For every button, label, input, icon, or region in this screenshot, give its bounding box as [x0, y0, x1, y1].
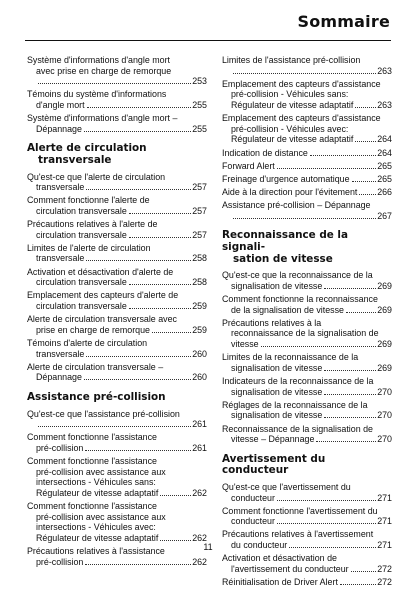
dot-leader — [340, 584, 376, 585]
toc-entry[interactable] — [222, 174, 392, 185]
dot-leader — [355, 107, 376, 108]
dot-leader — [86, 356, 191, 357]
toc-entry-title: de la signalisation de vitesse — [231, 304, 344, 315]
toc-entry-title: l'avertissement du conducteur — [231, 563, 349, 574]
toc-entry-title: Précautions relatives à la — [222, 317, 322, 328]
toc-entry-title: conducteur — [231, 492, 275, 503]
toc-entry-title: Qu'est-ce que l'alerte de circulation — [27, 171, 166, 182]
toc-page-number: 257 — [192, 182, 207, 193]
section-heading-line: Assistance pré-collision — [27, 390, 166, 403]
toc-page-number: 271 — [377, 516, 392, 527]
toc-entry-title: pré-collision avec assistance aux — [36, 466, 166, 477]
toc-page-number: 271 — [377, 492, 392, 503]
toc-page-number: 262 — [192, 556, 207, 567]
toc-entry-title: circulation transversale — [36, 301, 127, 312]
dot-leader — [129, 284, 191, 285]
toc-entry-title: Alerte de circulation transversale avec — [27, 314, 177, 325]
toc-entry[interactable] — [27, 55, 207, 87]
toc-page-number: 265 — [377, 173, 392, 184]
toc-page-number: 267 — [377, 210, 392, 221]
toc-page-number: 269 — [377, 362, 392, 373]
toc-page-number: 269 — [377, 304, 392, 315]
toc-page-number: 255 — [192, 99, 207, 110]
toc-entry-title: Régulateur de vitesse adaptatif — [231, 99, 354, 110]
toc-page-number: 269 — [377, 339, 392, 349]
toc-entry-title: Limites de l'assistance pré-collision — [222, 55, 361, 65]
toc-entry[interactable] — [27, 290, 207, 311]
toc-entry-title: Assistance pré-collision – Dépannage — [222, 200, 371, 211]
toc-entry-title: Alerte de circulation transversale – — [27, 361, 164, 372]
toc-entry[interactable] — [27, 172, 207, 193]
toc-entry-title: Activation et désactivation d'alerte de — [27, 266, 174, 277]
section-heading — [27, 392, 207, 404]
toc-entry[interactable] — [222, 352, 392, 373]
toc-entry-title: pré-collision - Véhicules sans: — [231, 89, 349, 100]
toc-page-number: 272 — [377, 577, 392, 588]
toc-entry[interactable] — [27, 314, 207, 335]
toc-entry-title: du conducteur — [231, 540, 288, 551]
toc-page-number: 258 — [192, 253, 207, 264]
toc-page-number: 259 — [192, 324, 207, 335]
toc-entry-title: Forward Alert — [222, 160, 275, 171]
toc-entry[interactable] — [222, 200, 392, 221]
dot-leader — [38, 426, 191, 427]
toc-entry-title: pré-collision - Véhicules avec: — [231, 123, 349, 134]
dot-leader — [85, 450, 191, 451]
toc-entry-title: prise en charge de remorque — [36, 324, 150, 335]
toc-entry[interactable] — [222, 400, 392, 421]
section-heading-line: sation de vitesse — [233, 252, 333, 265]
toc-entry-title: transversale — [36, 253, 85, 264]
toc-entry-title: circulation transversale — [36, 205, 127, 216]
toc-entry[interactable] — [27, 409, 207, 430]
page-number: 11 — [203, 542, 213, 552]
toc-entry-title: Témoins du système d'informations — [27, 89, 167, 100]
toc-entry-title: reconnaissance de la signalisation de — [231, 328, 379, 339]
dot-leader — [233, 218, 376, 219]
toc-entry-title: transversale — [36, 348, 85, 359]
dot-leader — [84, 379, 191, 380]
toc-entry-title: Freinage d'urgence automatique — [222, 173, 350, 184]
dot-leader — [355, 141, 376, 142]
toc-entry[interactable] — [222, 294, 392, 315]
dot-leader — [346, 312, 376, 313]
toc-page-number: 255 — [192, 123, 207, 134]
toc-entry-title: Comment fonctionne la reconnaissance — [222, 294, 378, 305]
dot-leader — [324, 417, 376, 418]
section-heading-line: Alerte de circulation — [27, 142, 147, 155]
toc-entry[interactable] — [222, 318, 392, 350]
toc-entry-title: Activation et désactivation de — [222, 553, 337, 564]
toc-entry-title: intersections - Véhicules sans: — [36, 477, 156, 488]
toc-entry[interactable] — [222, 148, 392, 159]
toc-entry-title: Régulateur de vitesse adaptatif — [36, 532, 159, 543]
page-title: Sommaire — [297, 12, 390, 31]
toc-entry[interactable] — [27, 243, 207, 264]
toc-entry[interactable] — [27, 219, 207, 240]
toc-entry-title: Emplacement des capteurs d'assistance — [222, 78, 381, 89]
dot-leader — [324, 394, 376, 395]
toc-page-number: 272 — [377, 563, 392, 574]
toc-entry-title: d'angle mort — [36, 99, 85, 110]
dot-leader — [277, 500, 376, 501]
dot-leader — [38, 83, 191, 84]
dot-leader — [86, 189, 191, 190]
toc-entry[interactable] — [222, 506, 392, 527]
dot-leader — [277, 168, 376, 169]
dot-leader — [277, 523, 376, 524]
toc-entry-title: pré-collision avec assistance aux — [36, 511, 166, 522]
toc-page-number: 261 — [192, 442, 207, 453]
toc-entry-title: vitesse — [231, 339, 259, 349]
toc-entry[interactable] — [222, 577, 392, 588]
toc-entry-title: Emplacement des capteurs d'alerte de — [27, 290, 179, 301]
toc-entry-title: Comment fonctionne l'assistance — [27, 456, 157, 467]
toc-page-number: 260 — [192, 372, 207, 383]
toc-entry[interactable] — [27, 501, 207, 543]
toc-page-number: 262 — [192, 487, 207, 498]
toc-page-number: 265 — [377, 160, 392, 171]
toc-page-number: 260 — [192, 348, 207, 359]
toc-entry[interactable] — [222, 79, 392, 111]
toc-entry-title: Aide à la direction pour l'évitement — [222, 187, 358, 198]
toc-page-number: 258 — [192, 277, 207, 288]
toc-entry-title: Limites de la reconnaissance de la — [222, 352, 359, 363]
dot-leader — [160, 540, 191, 541]
toc-page-number: 264 — [377, 147, 392, 158]
toc-entry-title: conducteur — [231, 516, 275, 527]
toc-entry-title: Réinitialisation de Driver Alert — [222, 577, 338, 588]
toc-entry[interactable] — [27, 432, 207, 453]
toc-entry-title: Système d'informations d'angle mort — [27, 55, 170, 65]
section-heading-line: Reconnaissance de la signali- — [222, 229, 348, 254]
toc-entry-title: Témoins d'alerte de circulation — [27, 338, 148, 348]
toc-entry-title: signalisation de vitesse — [231, 362, 323, 373]
toc-entry-title: Comment fonctionne l'avertissement du — [222, 505, 378, 516]
toc-entry-title: Qu'est-ce que l'assistance pré-collision — [27, 408, 180, 419]
dot-leader — [160, 495, 191, 496]
toc-page-number: 253 — [192, 76, 207, 87]
section-heading-line: Avertissement du conducteur — [222, 452, 326, 477]
toc-page-number: 270 — [377, 386, 392, 397]
toc-page-number: 262 — [192, 532, 207, 543]
toc-entry-title: signalisation de vitesse — [231, 386, 323, 397]
toc-entry-title: Comment fonctionne l'assistance — [27, 501, 157, 512]
toc-entry-title: avec prise en charge de remorque — [36, 65, 172, 76]
toc-entry[interactable] — [222, 482, 392, 503]
toc-entry-title: Système d'informations d'angle mort – — [27, 113, 178, 124]
toc-entry[interactable] — [27, 195, 207, 216]
toc-entry-title: Précautions relatives à l'assistance — [27, 546, 165, 557]
title-divider — [25, 40, 391, 41]
toc-page-number: 266 — [377, 187, 392, 198]
dot-leader — [85, 564, 191, 565]
dot-leader — [87, 107, 192, 108]
toc-page-number: 270 — [377, 410, 392, 421]
toc-entry-title: Régulateur de vitesse adaptatif — [36, 487, 159, 498]
toc-entry-title: transversale — [36, 182, 85, 193]
dot-leader — [324, 288, 376, 289]
toc-entry-title: signalisation de vitesse — [231, 410, 323, 421]
dot-leader — [233, 73, 376, 74]
toc-entry[interactable] — [222, 376, 392, 397]
toc-entry[interactable] — [27, 338, 207, 359]
toc-entry-title: Dépannage — [36, 123, 82, 134]
toc-column-left — [27, 55, 207, 570]
toc-entry-title: intersections - Véhicules avec: — [36, 522, 156, 533]
toc-entry-title: Emplacement des capteurs d'assistance — [222, 113, 381, 124]
section-heading — [27, 143, 207, 166]
dot-leader — [316, 441, 376, 442]
toc-entry-title: Comment fonctionne l'alerte de — [27, 195, 150, 206]
section-heading-line: transversale — [38, 153, 112, 166]
toc-entry[interactable] — [222, 55, 392, 76]
toc-page-number: 259 — [192, 301, 207, 312]
toc-page-number: 271 — [377, 540, 392, 551]
dot-leader — [324, 370, 376, 371]
toc-entry-title: pré-collision — [36, 556, 84, 567]
toc-entry[interactable] — [27, 89, 207, 110]
toc-entry-title: signalisation de vitesse — [231, 280, 323, 291]
toc-page-number: 257 — [192, 205, 207, 216]
toc-entry-title: Comment fonctionne l'assistance — [27, 432, 157, 443]
toc-entry-title: Précautions relatives à l'avertissement — [222, 529, 374, 540]
dot-leader — [129, 308, 191, 309]
toc-column-right — [222, 55, 392, 590]
toc-page-number: 263 — [377, 65, 392, 76]
toc-page-number: 261 — [192, 419, 207, 430]
toc-entry[interactable] — [222, 187, 392, 198]
toc-entry-title: circulation transversale — [36, 277, 127, 288]
toc-entry[interactable] — [27, 362, 207, 383]
dot-leader — [129, 213, 191, 214]
section-heading — [222, 230, 392, 265]
toc-entry-title: pré-collision — [36, 442, 84, 453]
toc-page-number: 264 — [377, 134, 392, 145]
toc-entry[interactable] — [222, 553, 392, 574]
dot-leader — [310, 155, 376, 156]
toc-entry-title: Régulateur de vitesse adaptatif — [231, 134, 354, 145]
toc-entry-title: vitesse – Dépannage — [231, 434, 315, 445]
toc-entry-title: Dépannage — [36, 372, 82, 383]
dot-leader — [129, 237, 191, 238]
dot-leader — [86, 260, 191, 261]
toc-page-number: 269 — [377, 280, 392, 291]
toc-entry[interactable] — [222, 113, 392, 145]
toc-page-number: 270 — [377, 434, 392, 445]
toc-entry-title: Réglages de la reconnaissance de la — [222, 399, 368, 410]
toc-entry[interactable] — [27, 267, 207, 288]
toc-entry-title: Qu'est-ce que l'avertissement du — [222, 481, 351, 492]
toc-entry-title: Indicateurs de la reconnaissance de la — [222, 375, 374, 386]
toc-page-number: 257 — [192, 229, 207, 240]
dot-leader — [84, 131, 191, 132]
toc-entry-title: Limites de l'alerte de circulation — [27, 242, 151, 253]
toc-entry-title: Reconnaissance de la signalisation de — [222, 423, 373, 434]
dot-leader — [352, 181, 377, 182]
toc-entry[interactable] — [27, 113, 207, 134]
toc-entry[interactable] — [222, 161, 392, 172]
toc-entry-title: circulation transversale — [36, 229, 127, 240]
toc-entry-title: Indication de distance — [222, 147, 308, 158]
toc-entry[interactable] — [27, 456, 207, 498]
toc-entry[interactable] — [222, 270, 392, 291]
toc-entry[interactable] — [222, 424, 392, 445]
section-heading — [222, 454, 392, 477]
toc-entry-title: Précautions relatives à l'alerte de — [27, 219, 158, 230]
dot-leader — [261, 346, 377, 347]
dot-leader — [152, 332, 191, 333]
dot-leader — [359, 194, 376, 195]
toc-page-number: 263 — [377, 99, 392, 110]
toc-entry-title: Qu'est-ce que la reconnaissance de la — [222, 270, 373, 281]
